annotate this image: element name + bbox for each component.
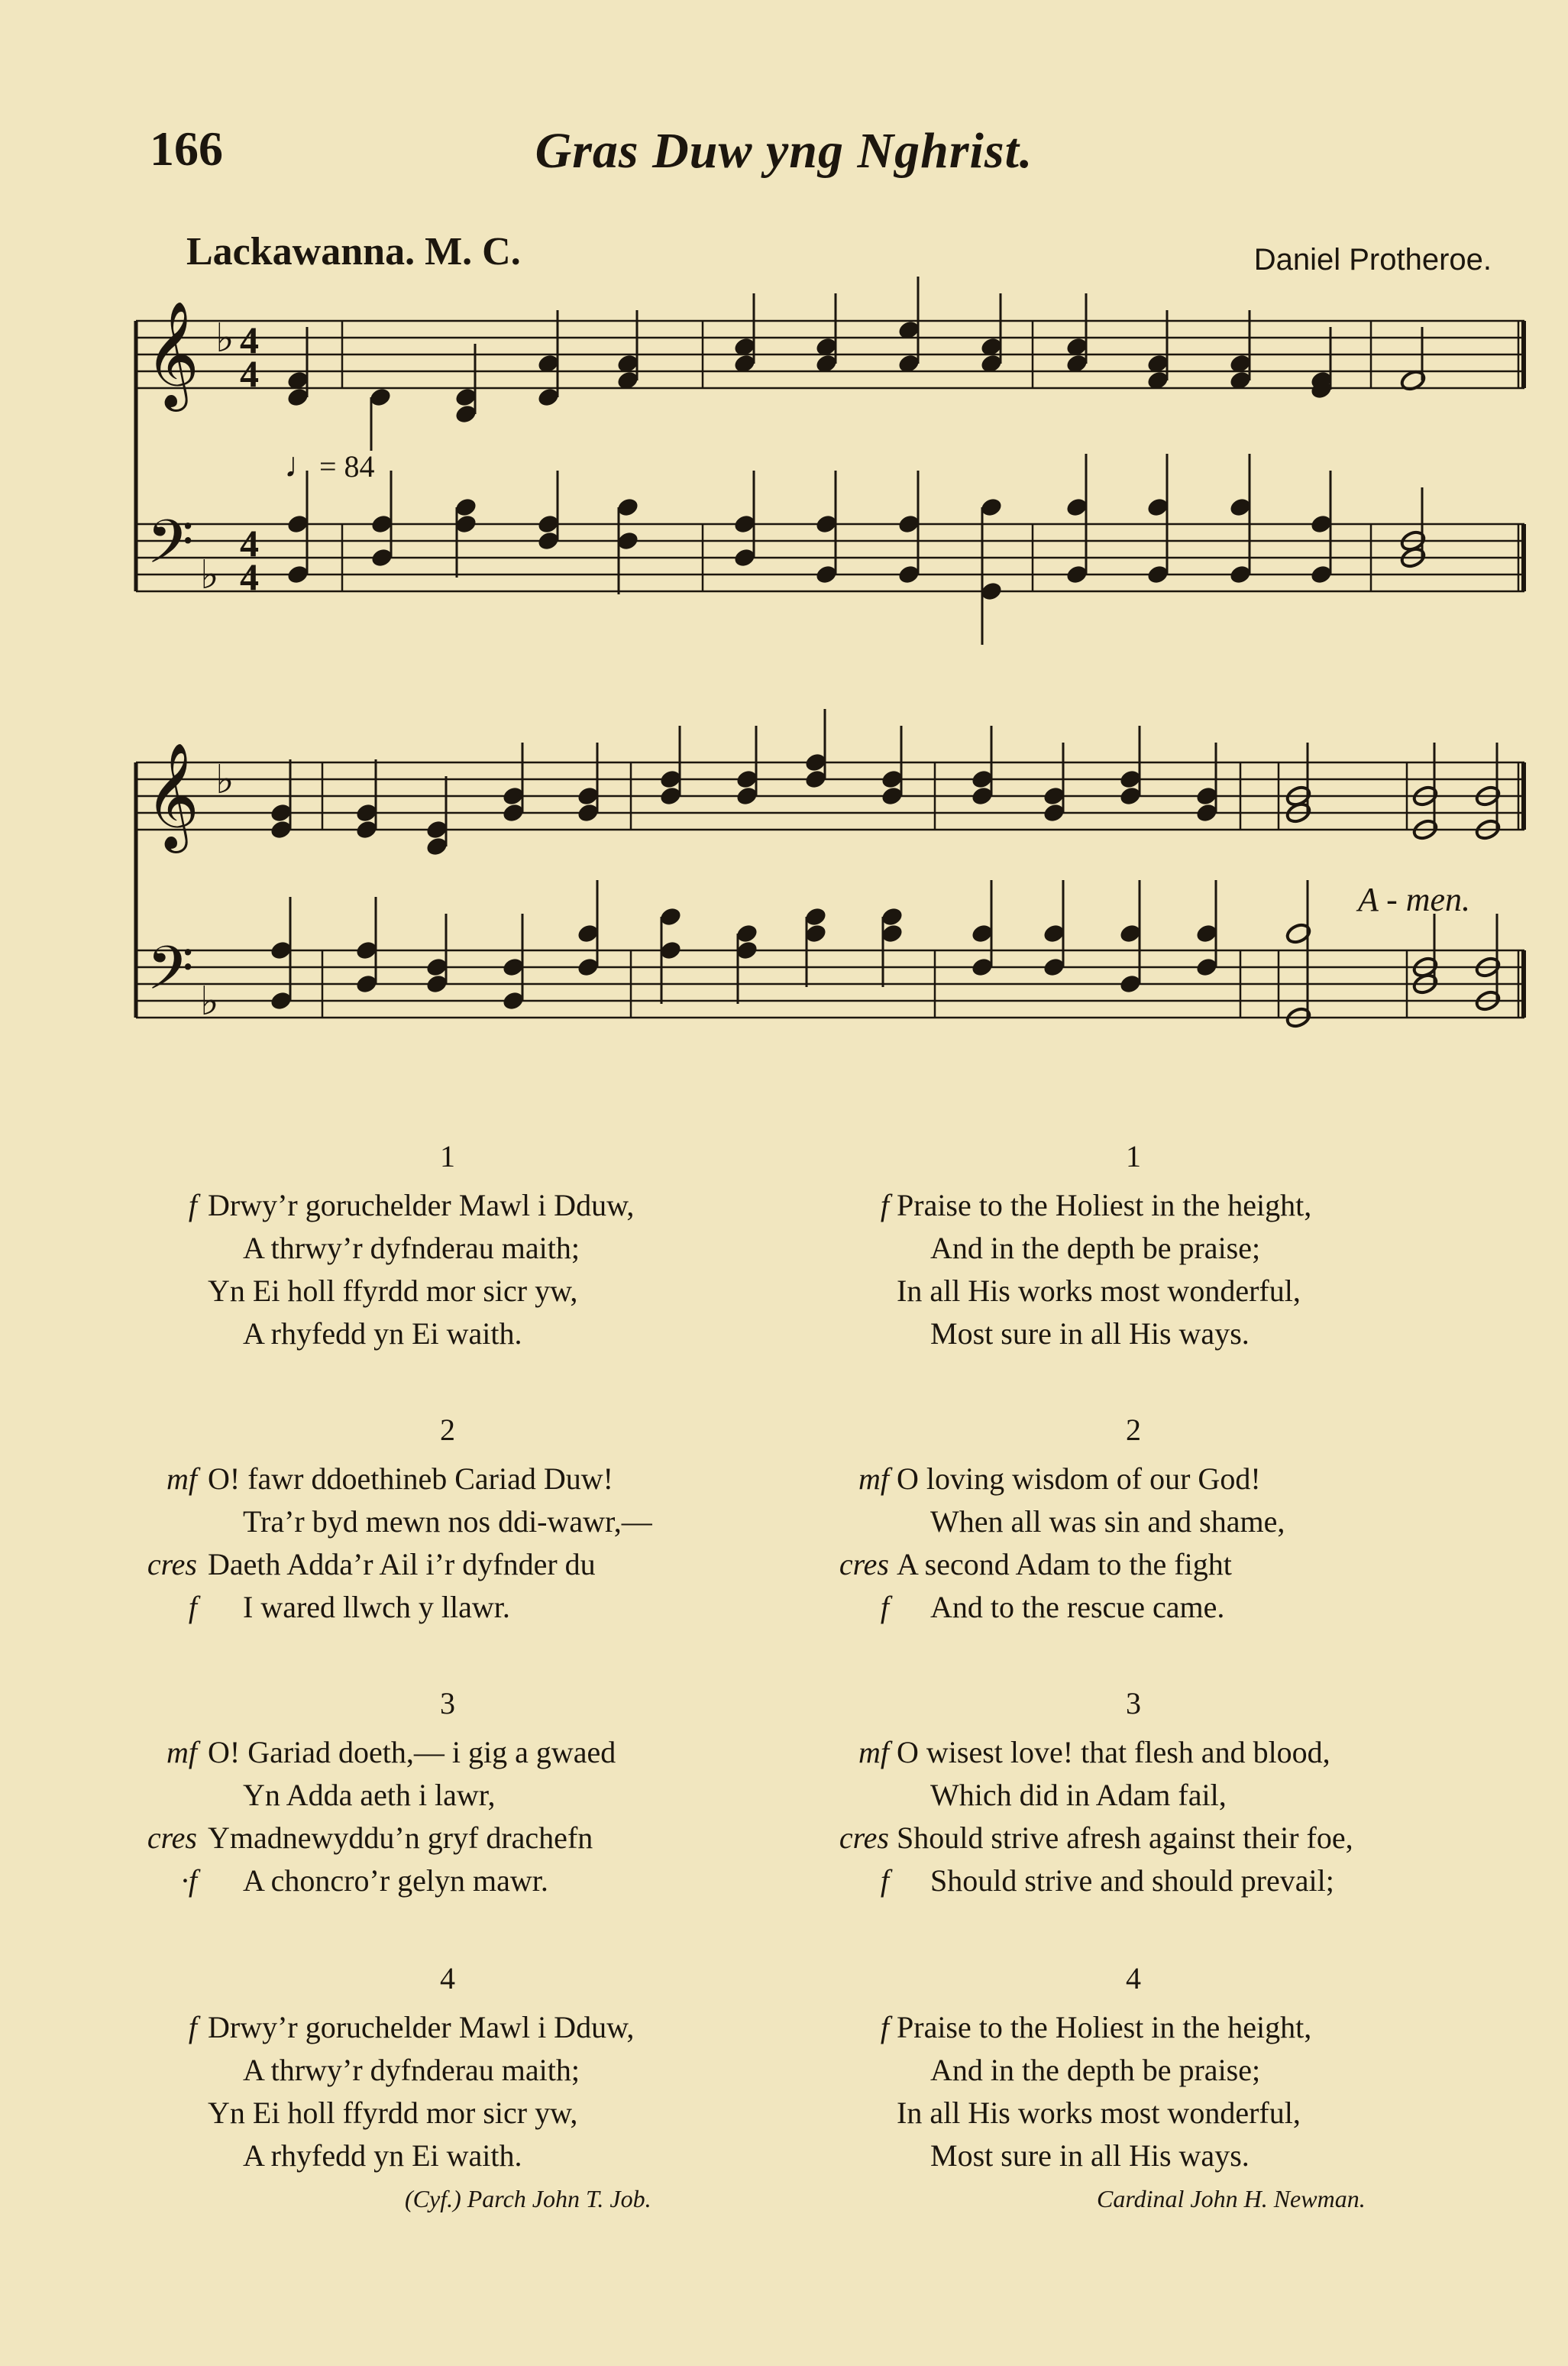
dynamic-marking: ·f xyxy=(180,1863,197,1898)
time-signature-denominator: 4 xyxy=(240,352,259,395)
welsh-verse-line: A rhyfedd yn Ei waith. xyxy=(243,2138,522,2173)
english-verse-line: O loving wisdom of our God! xyxy=(897,1461,1261,1496)
welsh-verse-number: 1 xyxy=(440,1139,455,1173)
dynamic-marking: cres xyxy=(839,1547,889,1581)
flat-icon: ♭ xyxy=(200,552,219,598)
dynamic-marking: f xyxy=(880,2010,889,2044)
tune-name: Lackawanna. M. C. xyxy=(186,230,521,273)
welsh-verse-line: Drwy’r goruchelder Mawl i Dduw, xyxy=(208,2010,635,2044)
english-verse-line: And in the depth be praise; xyxy=(930,2053,1261,2087)
welsh-verse-line: Yn Ei holl ffyrdd mor sicr yw, xyxy=(208,1274,578,1308)
english-verse-line: A second Adam to the fight xyxy=(897,1547,1232,1581)
welsh-verse-number: 4 xyxy=(440,1961,455,1995)
welsh-verse-number: 2 xyxy=(440,1413,455,1447)
welsh-verse-line: A thrwy’r dyfnderau maith; xyxy=(243,2053,580,2087)
time-signature-denominator: 4 xyxy=(240,555,259,598)
treble-clef-icon: 𝄞 xyxy=(145,743,199,849)
page-number: 166 xyxy=(150,121,223,176)
amen-text: A - men. xyxy=(1358,881,1471,918)
english-verse-line: When all was sin and shame, xyxy=(930,1504,1285,1539)
time-signature-numerator: 4 xyxy=(240,522,259,565)
bass-clef-icon: 𝄢 xyxy=(147,933,194,1018)
dynamic-marking: mf xyxy=(166,1735,197,1769)
author-credit: Cardinal John H. Newman. xyxy=(1097,2185,1366,2212)
dynamic-marking: f xyxy=(188,1188,197,1222)
welsh-verse-line: O! Gariad doeth,— i gig a gwaed xyxy=(208,1735,616,1769)
welsh-verse-line: O! fawr ddoethineb Cariad Duw! xyxy=(208,1461,613,1496)
english-verse-number: 3 xyxy=(1126,1686,1141,1720)
english-verse-number: 2 xyxy=(1126,1413,1141,1447)
english-verse-number: 1 xyxy=(1126,1139,1141,1173)
bass-clef-icon: 𝄢 xyxy=(147,507,194,592)
english-verse-line: And in the depth be praise; xyxy=(930,1231,1261,1265)
final-barline xyxy=(1521,524,1526,591)
dynamic-marking: cres xyxy=(839,1821,889,1855)
english-verse-line: And to the rescue came. xyxy=(930,1590,1225,1624)
flat-icon: ♭ xyxy=(215,757,234,803)
welsh-verse-line: A rhyfedd yn Ei waith. xyxy=(243,1316,522,1351)
welsh-verse-line: A choncro’r gelyn mawr. xyxy=(243,1863,548,1898)
quarter-note-icon: ♩ xyxy=(284,445,319,484)
dynamic-marking: f xyxy=(880,1188,889,1222)
treble-clef-icon: 𝄞 xyxy=(145,301,199,407)
welsh-verse-number: 3 xyxy=(440,1686,455,1720)
time-signature-numerator: 4 xyxy=(240,319,259,361)
english-verse-line: In all His works most wonderful, xyxy=(897,1274,1301,1308)
english-verse-line: Which did in Adam fail, xyxy=(930,1778,1227,1812)
dynamic-marking: f xyxy=(880,1863,889,1898)
welsh-verse-line: Drwy’r goruchelder Mawl i Dduw, xyxy=(208,1188,635,1222)
english-verse-line: Most sure in all His ways. xyxy=(930,2138,1250,2173)
welsh-verse-line: Yn Adda aeth i lawr, xyxy=(243,1778,496,1812)
english-verse-line: Most sure in all His ways. xyxy=(930,1316,1250,1351)
dynamic-marking: f xyxy=(188,2010,197,2044)
welsh-verse-line: Tra’r byd mewn nos ddi-wawr,— xyxy=(243,1504,652,1539)
translator-credit: (Cyf.) Parch John T. Job. xyxy=(405,2185,651,2212)
english-verse-line: Should strive and should prevail; xyxy=(930,1863,1334,1898)
page-title: Gras Duw yng Nghrist. xyxy=(535,123,1033,179)
english-verse-line: O wisest love! that flesh and blood, xyxy=(897,1735,1330,1769)
dynamic-marking: f xyxy=(880,1590,889,1624)
english-verse-line: Praise to the Holiest in the height, xyxy=(897,1188,1312,1222)
welsh-verse-line: Ymadnewyddu’n gryf drachefn xyxy=(208,1821,593,1855)
english-verse-line: Praise to the Holiest in the height, xyxy=(897,2010,1312,2044)
dynamic-marking: mf xyxy=(858,1735,889,1769)
flat-icon: ♭ xyxy=(215,316,234,361)
tempo-value: = 84 xyxy=(319,449,375,484)
welsh-verse-line: Daeth Adda’r Ail i’r dyfnder du xyxy=(208,1547,596,1581)
composer: Daniel Protheroe. xyxy=(1253,243,1492,277)
english-verse-number: 4 xyxy=(1126,1961,1141,1995)
flat-icon: ♭ xyxy=(200,979,219,1024)
dynamic-marking: f xyxy=(188,1590,197,1624)
dynamic-marking: mf xyxy=(858,1461,889,1496)
dynamic-marking: mf xyxy=(166,1461,197,1496)
final-barline xyxy=(1521,321,1526,388)
welsh-verse-line: Yn Ei holl ffyrdd mor sicr yw, xyxy=(208,2096,578,2130)
welsh-verse-line: I wared llwch y llawr. xyxy=(243,1590,510,1624)
english-verse-line: In all His works most wonderful, xyxy=(897,2096,1301,2130)
music-score xyxy=(0,0,1568,1070)
dynamic-marking: cres xyxy=(147,1821,197,1855)
final-barline xyxy=(1521,950,1526,1018)
dynamic-marking: cres xyxy=(147,1547,197,1581)
english-verse-line: Should strive afresh against their foe, xyxy=(897,1821,1353,1855)
final-barline xyxy=(1521,762,1526,830)
welsh-verse-line: A thrwy’r dyfnderau maith; xyxy=(243,1231,580,1265)
